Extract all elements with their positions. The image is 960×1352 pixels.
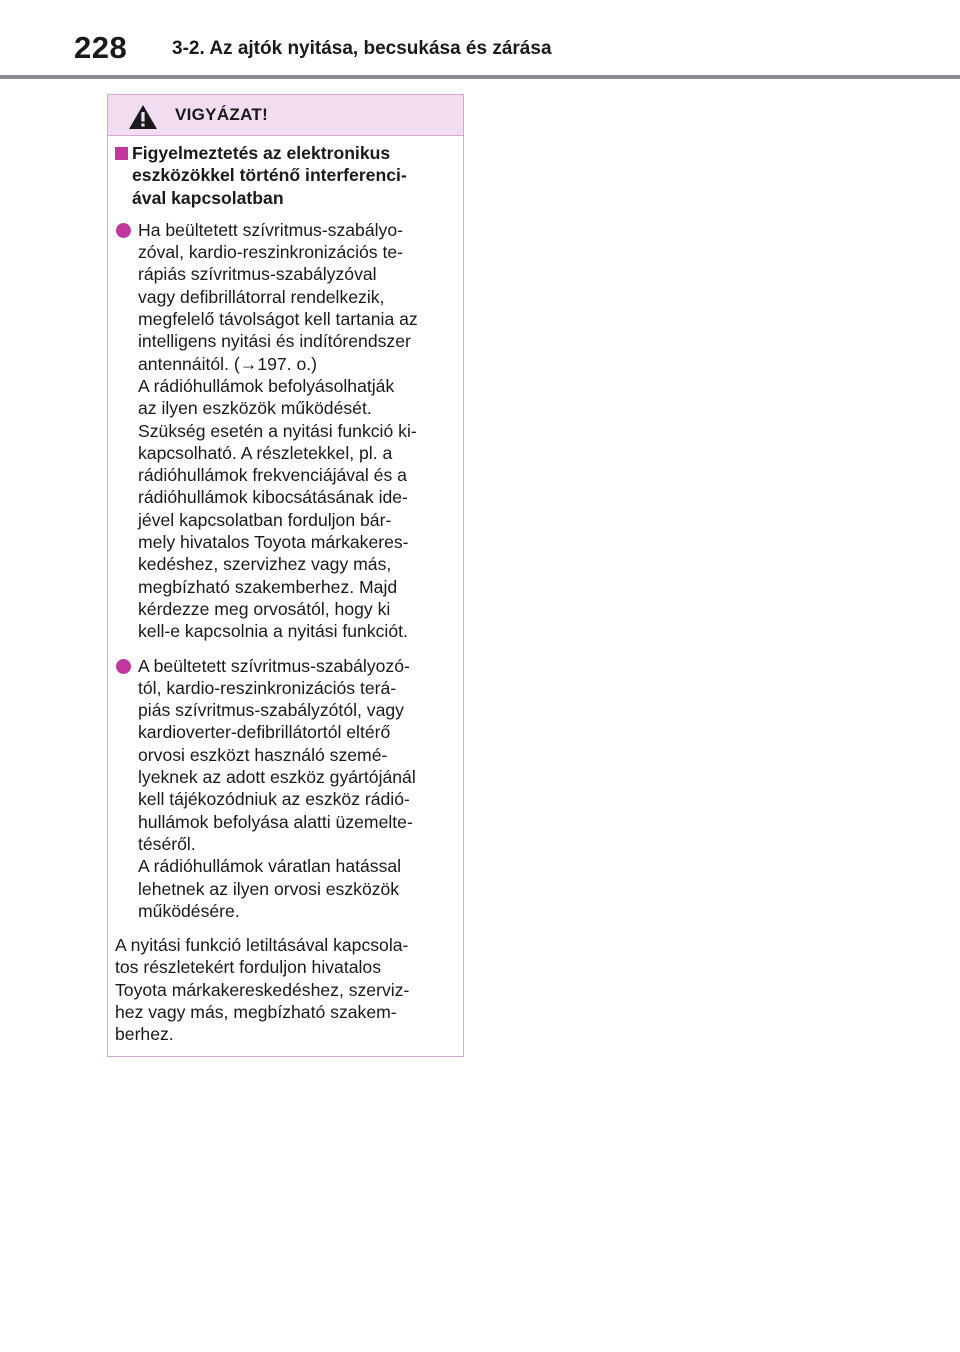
bullet-item-2: [115, 655, 449, 923]
text-line: működésére.: [138, 900, 240, 921]
warning-header: [108, 95, 463, 136]
text-line: kell tájékozódniuk az eszköz rádió-: [138, 789, 410, 810]
text-line: berhez.: [115, 1024, 174, 1045]
text-line: tos részletekért forduljon hivatalos: [115, 957, 381, 978]
page-header: [0, 0, 960, 78]
text-line: kedéshez, szervizhez vagy más,: [138, 554, 392, 575]
square-bullet-icon: [115, 147, 128, 160]
round-bullet-icon: [116, 659, 131, 674]
text-line: intelligens nyitási és indítórendszer: [138, 331, 411, 352]
warning-heading: [115, 142, 449, 209]
text-line: megfelelő távolságot kell tartania az: [138, 309, 418, 330]
text-line: kell-e kapcsolnia a nyitási funkciót.: [138, 621, 408, 642]
text-line: kardioverter-defibrillátortól eltérő: [138, 722, 391, 743]
text-line: téséről.: [138, 833, 196, 854]
heading-line: eszközökkel történő interferenci-: [132, 165, 407, 186]
closing-paragraph: [115, 934, 449, 1045]
text-line: zóval, kardio-reszinkronizációs te-: [138, 242, 403, 263]
warning-triangle-icon: [128, 104, 158, 130]
page-number: 228: [74, 30, 128, 65]
text-line: orvosi eszközt használó szemé-: [138, 744, 388, 765]
text-line: antennáitól. (→197. o.): [138, 353, 317, 374]
warning-body: [108, 136, 463, 1046]
text-line: A rádióhullámok váratlan hatással: [138, 856, 402, 877]
warning-title: VIGYÁZAT!: [175, 105, 269, 124]
text-line: mely hivatalos Toyota márkakeres-: [138, 532, 409, 553]
text-line: az ilyen eszközök működését.: [138, 398, 372, 419]
text-line: hullámok befolyása alatti üzemelte-: [138, 811, 413, 832]
text-line: kérdezze meg orvosától, hogy ki: [138, 598, 391, 619]
round-bullet-icon: [116, 223, 131, 238]
section-title: 3-2. Az ajtók nyitása, becsukása és zárása: [172, 38, 552, 59]
text-line: megbízható szakemberhez. Majd: [138, 576, 398, 597]
text-line: vagy defibrillátorral rendelkezik,: [138, 286, 385, 307]
text-line: lehetnek az ilyen orvosi eszközök: [138, 878, 400, 899]
text-line: kapcsolható. A részletekkel, pl. a: [138, 442, 393, 463]
text-line: Ha beültetett szívritmus-szabályo-: [138, 219, 403, 240]
heading-line: ával kapcsolatban: [132, 187, 284, 208]
text-line: lyeknek az adott eszköz gyártójánál: [138, 767, 416, 788]
header-divider: [0, 75, 960, 79]
text-line: rápiás szívritmus-szabályzóval: [138, 264, 377, 285]
text-line: tól, kardio-reszinkronizációs terá-: [138, 677, 397, 698]
text-line: hez vagy más, megbízható szakem-: [115, 1001, 397, 1022]
text-line: Szükség esetén a nyitási funkció ki-: [138, 420, 417, 441]
text-line: Toyota márkakereskedéshez, szerviz-: [115, 979, 410, 1000]
text-line: piás szívritmus-szabályzótól, vagy: [138, 700, 404, 721]
text-line: rádióhullámok frekvenciájával és a: [138, 465, 407, 486]
text-line: A beültetett szívritmus-szabályozó-: [138, 655, 410, 676]
text-line: rádióhullámok kibocsátásának ide-: [138, 487, 408, 508]
text-line: A nyitási funkció letiltásával kapcsola-: [115, 935, 409, 956]
heading-line: Figyelmeztetés az elektronikus: [132, 143, 391, 163]
text-line: A rádióhullámok befolyásolhatják: [138, 375, 395, 396]
text-line: jével kapcsolatban forduljon bár-: [138, 509, 392, 530]
warning-box: [107, 94, 464, 1057]
bullet-item-1: [115, 219, 449, 643]
